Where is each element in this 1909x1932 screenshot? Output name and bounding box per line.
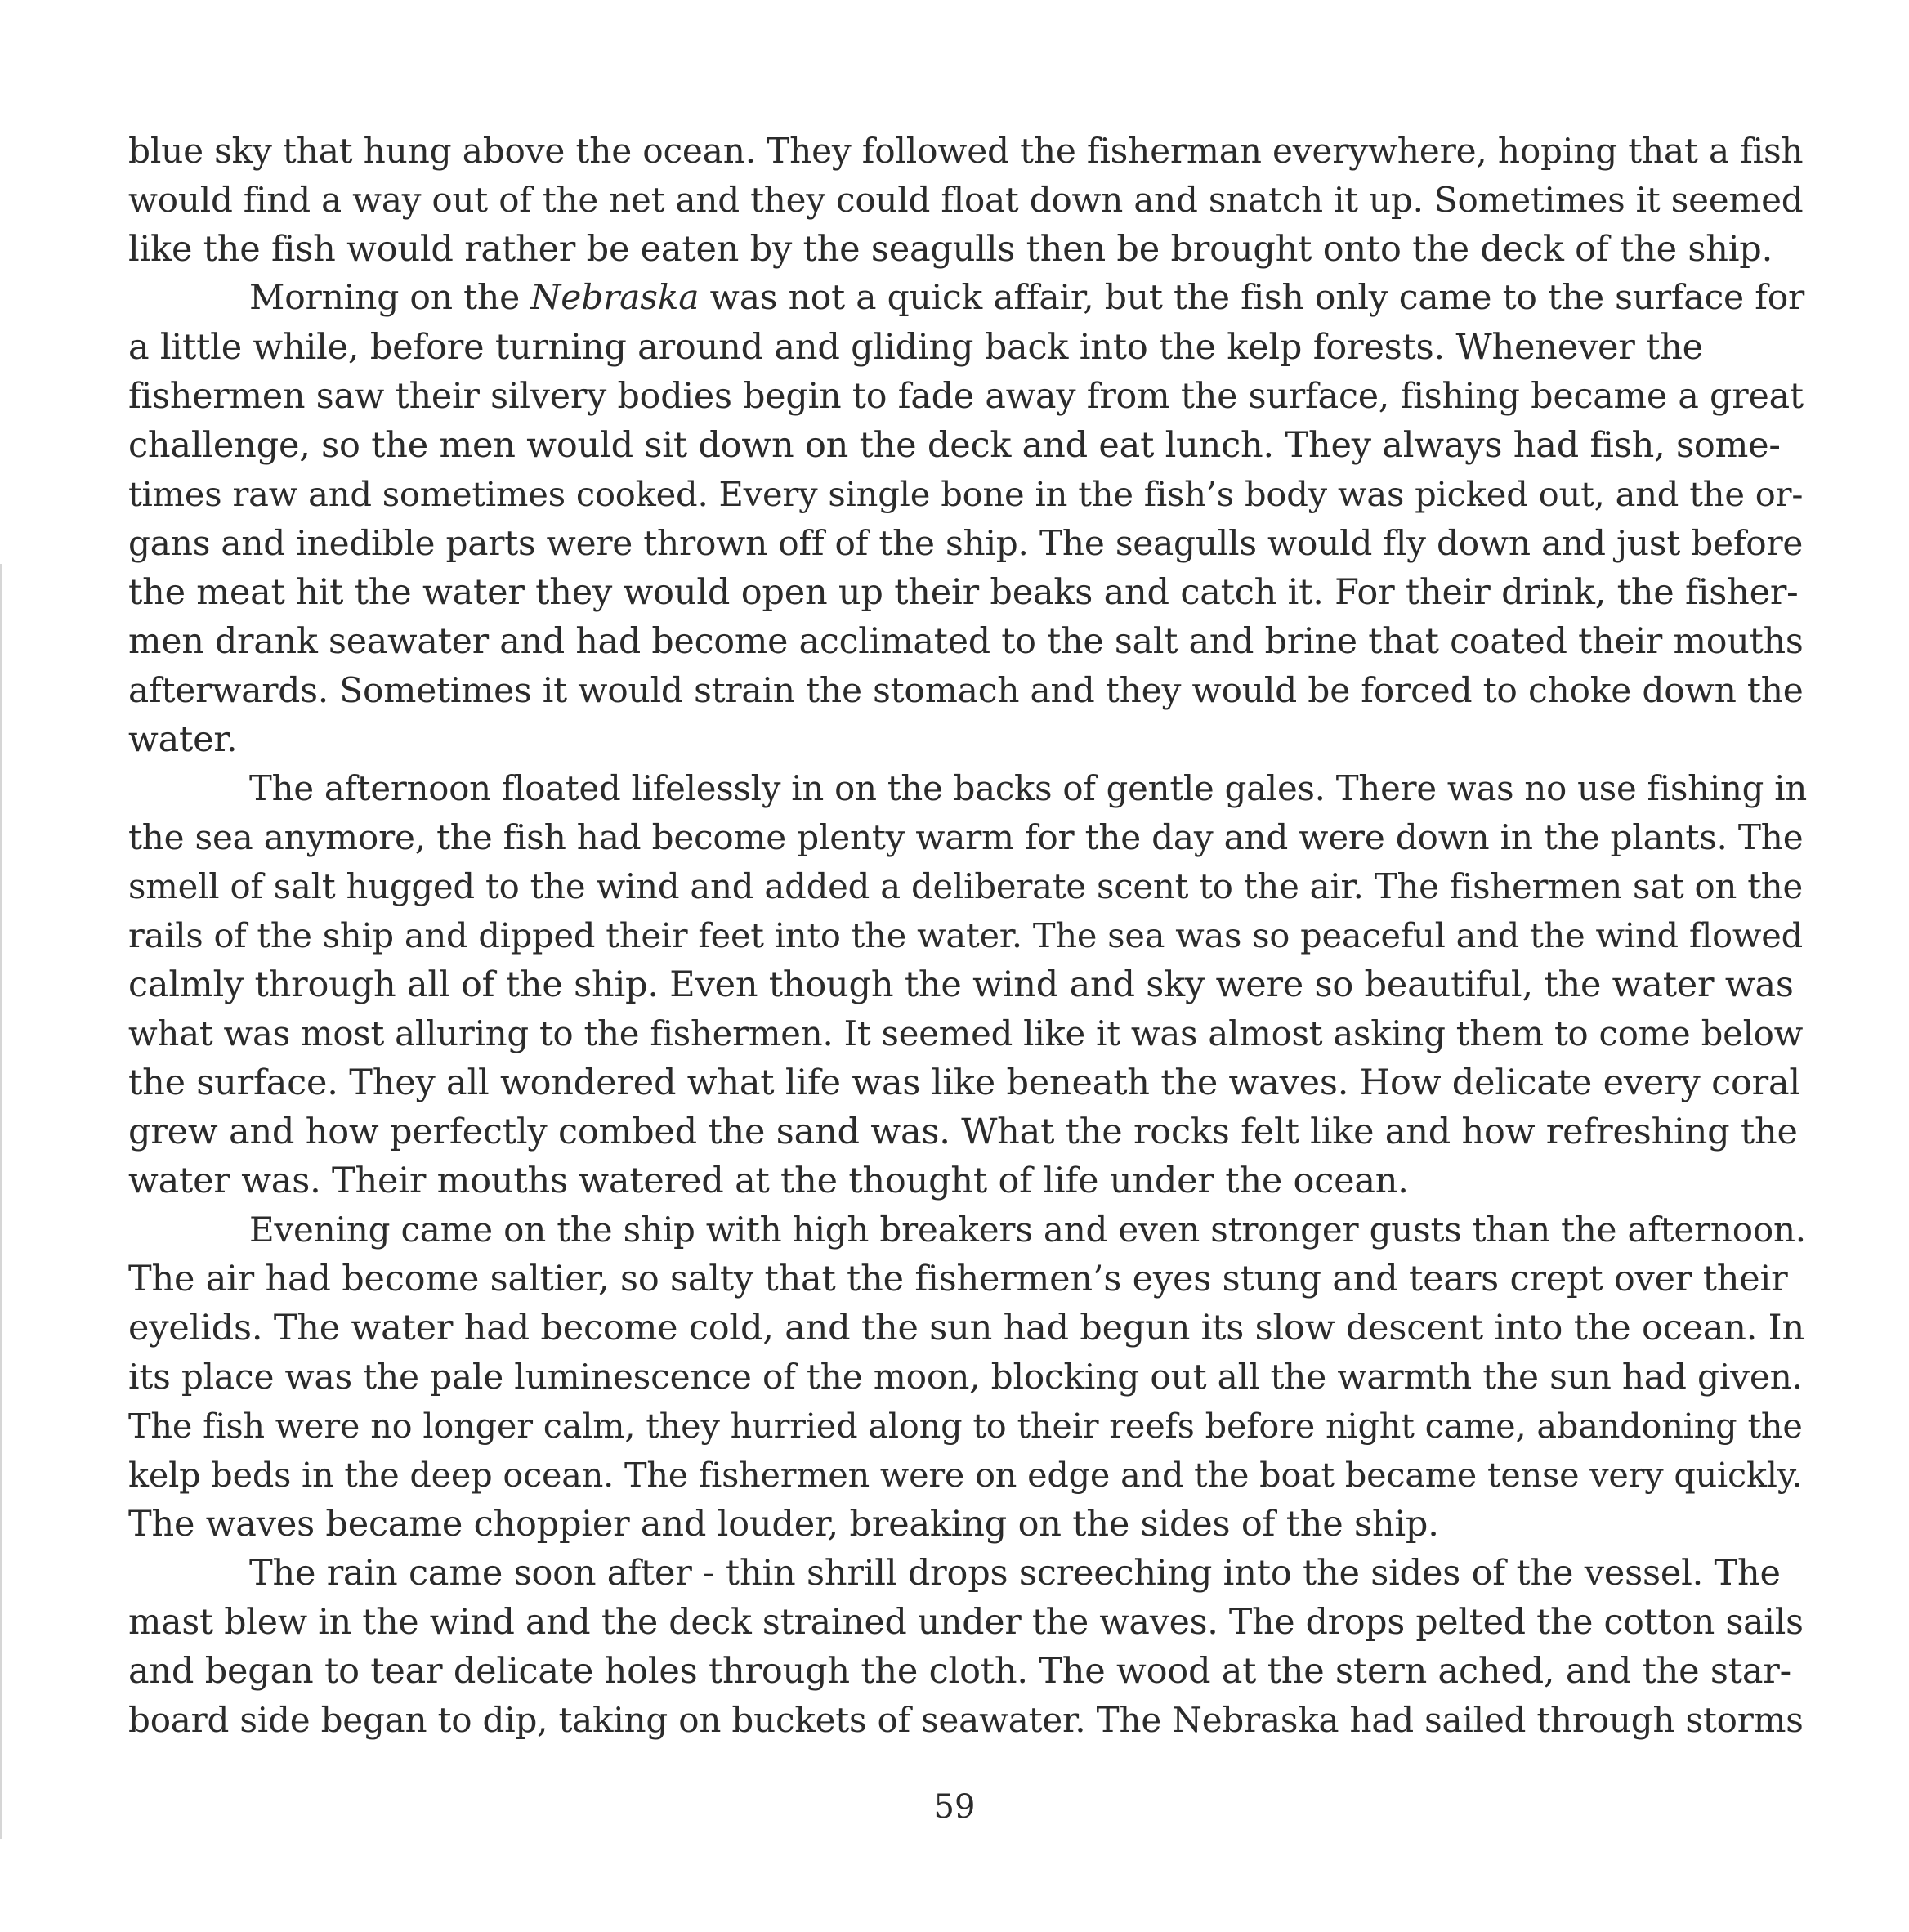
text-line: The fish were no longer calm, they hurried along to their reefs before night came, abandoning the — [128, 1407, 1803, 1446]
text-line: men drank seawater and had become acclimated to the salt and brine that coated their mouths — [128, 621, 1804, 662]
text-line: board side began to dip, taking on buckets of seawater. The Nebraska had sailed through storms — [128, 1700, 1804, 1740]
text-run: Morning on the — [249, 278, 531, 318]
text-line: fishermen saw their silvery bodies begin to fade away from the surface, fishing became a great — [128, 376, 1804, 417]
text-run: was not a quick affair, but the fish only came to the surface for — [699, 278, 1805, 318]
ship-name-italic: Nebraska — [530, 278, 700, 318]
text-line: mast blew in the wind and the deck strained under the waves. The drops pelted the cotton sails — [128, 1602, 1804, 1643]
text-line: water was. Their mouths watered at the thought of life under the ocean. — [128, 1161, 1409, 1201]
paragraph-start-line: The rain came soon after - thin shrill drops screeching into the sides of the vessel. The — [249, 1553, 1781, 1594]
text-line: the meat hit the water they would open up their beaks and catch it. For their drink, the fisher- — [128, 572, 1799, 613]
text-line: The waves became choppier and louder, breaking on the sides of the ship. — [128, 1504, 1439, 1545]
paragraph-start-line: The afternoon floated lifelessly in on the backs of gentle gales. There was no use fishing in — [249, 768, 1808, 808]
text-line: times raw and sometimes cooked. Every single bone in the fish’s body was picked out, and the or- — [128, 474, 1804, 514]
text-line: the surface. They all wondered what life was like beneath the waves. How delicate every coral — [128, 1062, 1800, 1103]
scan-edge-shadow — [0, 564, 2, 1839]
page-number: 59 — [933, 1788, 976, 1826]
text-line: and began to tear delicate holes through the cloth. The wood at the stern ached, and the star- — [128, 1651, 1791, 1692]
text-line: kelp beds in the deep ocean. The fishermen were on edge and the boat became tense very quickly. — [128, 1456, 1803, 1495]
text-line: smell of salt hugged to the wind and added a deliberate scent to the air. The fishermen sat on the — [128, 866, 1804, 906]
text-line: what was most alluring to the fishermen. It seemed like it was almost asking them to come below — [128, 1013, 1804, 1053]
text-line: afterwards. Sometimes it would strain the stomach and they would be forced to choke down the — [128, 670, 1804, 710]
text-line: grew and how perfectly combed the sand was. What the rocks felt like and how refreshing the — [128, 1111, 1798, 1152]
paragraph-start-line — [128, 274, 1812, 323]
body-text — [128, 127, 1812, 1745]
text-line: rails of the ship and dipped their feet into the water. The sea was so peaceful and the wind flowed — [128, 915, 1803, 955]
text-line: eyelids. The water had become cold, and the sun had begun its slow descent into the ocean. In — [128, 1308, 1804, 1348]
text-line: its place was the pale luminescence of the moon, blocking out all the warmth the sun had given. — [128, 1357, 1803, 1397]
text-line: water. — [128, 719, 238, 760]
text-line: a little while, before turning around and gliding back into the kelp forests. Whenever the — [128, 327, 1703, 368]
text-line: like the fish would rather be eaten by the seagulls then be brought onto the deck of the ship. — [128, 229, 1773, 270]
text-line: challenge, so the men would sit down on the deck and eat lunch. They always had fish, some- — [128, 425, 1781, 466]
text-line: the sea anymore, the fish had become plenty warm for the day and were down in the plants. The — [128, 817, 1804, 857]
text-line: calmly through all of the ship. Even though the wind and sky were so beautiful, the water was — [128, 964, 1794, 1005]
text-line: gans and inedible parts were thrown off of the ship. The seagulls would fly down and just before — [128, 523, 1804, 563]
text-line: The air had become saltier, so salty that the fishermen’s eyes stung and tears crept over their — [128, 1259, 1788, 1299]
text-line: blue sky that hung above the ocean. They followed the fisherman everywhere, hoping that a fish — [128, 131, 1804, 171]
paragraph-start-line: Evening came on the ship with high breakers and even stronger gusts than the afternoon. — [249, 1210, 1806, 1250]
text-line: would find a way out of the net and they could float down and snatch it up. Sometimes it seemed — [128, 180, 1804, 220]
